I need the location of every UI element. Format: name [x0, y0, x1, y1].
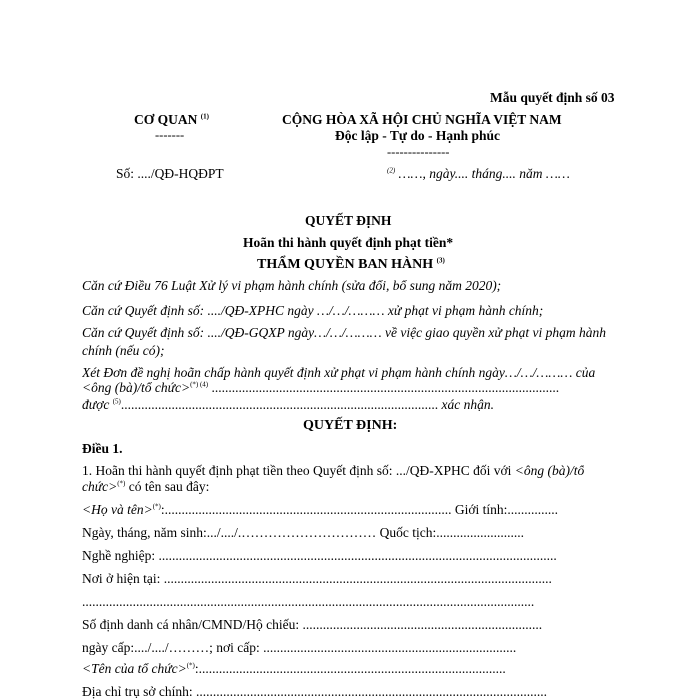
title-main: QUYẾT ĐỊNH — [305, 213, 392, 228]
field-issue: ngày cấp:..../..../………; nơi cấp: ........................................................................... — [82, 640, 517, 655]
basis-line-5: Xét Đơn đề nghị hoãn chấp hành quyết định xử phạt vi phạm hành chính ngày…/…/……… của — [82, 365, 596, 380]
decision-number: Số: ..../QĐ-HQĐPT — [116, 166, 224, 181]
title-subject: Hoãn thi hành quyết định phạt tiền* — [243, 235, 454, 250]
basis-line-2: Căn cứ Quyết định số: ..../QĐ-XPHC ngày …/…/……… xử phạt vi phạm hành chính; — [82, 303, 544, 318]
item1-text: 1. Hoãn thi hành quyết định phạt tiền theo Quyết định số: .../QĐ-XPHC đối với — [82, 463, 512, 478]
field-name-dots: :..................................................................................... — [160, 502, 452, 517]
field-gender: Giới tính:............... — [454, 502, 559, 517]
date-text: ……, ngày.... tháng.... năm …… — [398, 166, 570, 181]
item1-sup: (*) — [117, 479, 126, 488]
agency-sup: (1) — [200, 112, 209, 121]
agency-name — [134, 112, 209, 128]
basis-confirm-dots: .............................................................................................. — [120, 397, 439, 412]
basis-subject: <ông (bà)/tổ chức> — [82, 380, 191, 395]
item1-tail: <ông (bà)/tổ — [514, 463, 585, 478]
field-org-sup: (*) — [186, 661, 195, 670]
agency-dash: ------- — [155, 128, 185, 142]
basis-line-3: Căn cứ Quyết định số: ..../QĐ-GQXP ngày…/…/……… về việc giao quyền xử phạt vi phạm hành — [82, 325, 607, 340]
article-1: Điều 1. — [82, 441, 123, 456]
item1-line1 — [82, 463, 584, 479]
republic-motto: Độc lập - Tự do - Hạnh phúc — [335, 128, 501, 143]
title-authority — [257, 257, 445, 273]
republic-dash: --------------- — [387, 145, 450, 159]
decision-date — [387, 166, 570, 182]
field-id: Số định danh cá nhân/CMND/Hộ chiếu: ....................................................................... — [82, 617, 543, 632]
field-residence: Nơi ở hiện tại: ................................................................................................................... — [82, 571, 552, 586]
basis-sup-4: (*) (4) — [190, 380, 209, 389]
item1-org: chức> — [82, 479, 118, 494]
item1-line2 — [82, 479, 209, 495]
field-org-label: <Tên của tổ chức> — [82, 661, 187, 676]
republic-name: CỘNG HÒA XÃ HỘI CHỦ NGHĨA VIỆT NAM — [282, 112, 562, 127]
agency-name-text: CƠ QUAN — [134, 112, 198, 127]
field-org — [82, 661, 506, 677]
basis-line-7 — [82, 397, 494, 413]
basis-confirm-tail: xác nhận. — [441, 397, 494, 412]
basis-confirm-label: được — [82, 397, 110, 412]
item1-text2: có tên sau đây: — [128, 479, 210, 494]
basis-line-6 — [82, 380, 559, 396]
field-hq: Địa chỉ trụ sở chính: ........................................................................................................ — [82, 684, 547, 699]
basis-dots: ....................................................................................................... — [211, 380, 560, 395]
field-residence-cont: ...................................................................................................................................... — [82, 594, 535, 609]
decision-heading: QUYẾT ĐỊNH: — [303, 418, 398, 433]
form-label: Mẫu quyết định số 03 — [490, 90, 615, 105]
basis-line-1: Căn cứ Điều 76 Luật Xử lý vi phạm hành chính (sửa đổi, bổ sung năm 2020); — [82, 278, 502, 293]
field-name — [82, 502, 558, 518]
authority-text: THẨM QUYỀN BAN HÀNH — [257, 257, 434, 272]
date-sup: (2) — [387, 166, 396, 175]
basis-line-4: chính (nếu có); — [82, 343, 165, 358]
field-name-label: <Họ và tên> — [82, 502, 153, 517]
field-name-sup: (*) — [152, 502, 161, 511]
field-org-dots: :........................................................................................... — [194, 661, 506, 676]
authority-sup: (3) — [436, 256, 445, 265]
basis-sup-5: (5) — [112, 397, 121, 406]
field-occupation: Nghề nghiệp: ...................................................................................................................... — [82, 548, 557, 563]
field-dob: Ngày, tháng, năm sinh:.../..../.………………………… Quốc tịch:.......................... — [82, 525, 524, 540]
